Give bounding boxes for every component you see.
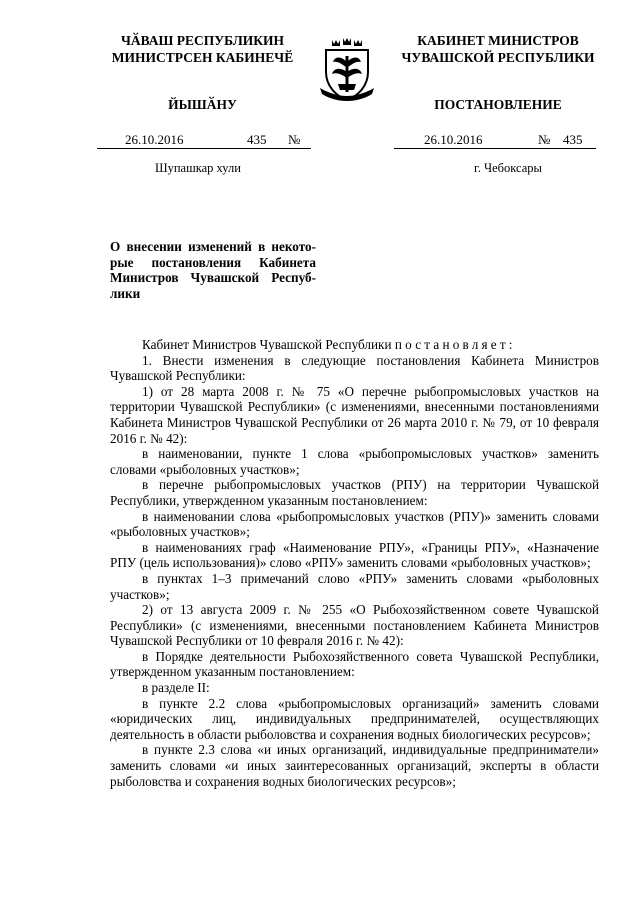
header-left-line1: ЧӐВАШ РЕСПУБЛИКИН	[120, 33, 285, 48]
document-title	[110, 239, 316, 301]
header-left-line2: МИНИСТРСЕН КАБИНЕЧӖ	[111, 50, 294, 65]
body-paragraph: в пункте 2.3 слова «и иных организаций, индивидуальные предприниматели» заменить словами «и иных заинтересованных организаций, эксперты в области рыболовства и сохранения водных биологических ресурсов»;	[110, 742, 599, 789]
registration-line-chuvash	[97, 132, 311, 149]
body-paragraph: в пункте 2.2 слова «рыбопромысловых организаций» заменить словами «юридических лиц, индивидуальных предпринимателей, осуществляющих деятельность в области рыболовства и сохранения водных биологических ресурсов»;	[110, 695, 599, 742]
chuvash-coat-of-arms-icon	[318, 38, 376, 104]
body-intro	[110, 337, 599, 353]
registration-line-russian	[394, 132, 596, 149]
header-right-line1: КАБИНЕТ МИНИСТРОВ	[417, 33, 579, 48]
reg-number-right: 435	[563, 132, 583, 147]
reg-date-left: 26.10.2016	[125, 132, 184, 147]
intro-verb: постановляет:	[394, 337, 516, 352]
place-chuvash: Шупашкар хули	[155, 161, 241, 175]
body-paragraph: 1. Внести изменения в следующие постановления Кабинета Министров Чувашской Республики:	[110, 352, 599, 384]
body-paragraph: в наименованиях граф «Наименование РПУ», «Границы РПУ», «Назначение РПУ (цель использования)» слово «РПУ» заменить словами «рыболовных участков»;	[110, 539, 599, 571]
body-paragraph: в пунктах 1–3 примечаний слово «РПУ» заменить словами «рыболовных участков»;	[110, 570, 599, 602]
body-paragraph: в наименовании, пункте 1 слова «рыбопромысловых участков» заменить словами «рыболовных участков»;	[110, 446, 599, 477]
body-paragraph: в разделе II:	[142, 680, 210, 696]
body-paragraph: в Порядке деятельности Рыбохозяйственного совета Чувашской Республики, утвержденном указанным постановлением:	[110, 648, 599, 680]
doc-type-russian: ПОСТАНОВЛЕНИЕ	[434, 97, 562, 112]
intro-text: Кабинет Министров Чувашской Республики	[142, 337, 395, 352]
body-paragraph: в перечне рыбопромысловых участков (РПУ) на территории Чувашской Республики, утвержденном указанным постановлением:	[110, 477, 599, 508]
title-line: О внесении изменений в некото-	[110, 239, 316, 254]
reg-number-left: 435	[247, 132, 267, 147]
title-line: рые постановления Кабинета	[110, 254, 316, 270]
document-body	[110, 337, 599, 789]
body-paragraph: 2) от 13 августа 2009 г. № 255 «О Рыбохозяйственном совете Чувашской Республики» (с изменениями, внесенными постановлением Кабинета Министров Чувашской Республики от 10 февраля 2016 г. № 42):	[110, 602, 599, 649]
reg-date-right: 26.10.2016	[424, 132, 483, 147]
doc-type-chuvash: ЙЫШӐНУ	[168, 97, 237, 112]
reg-number-sign-right: №	[538, 132, 551, 147]
ministry-header-russian	[388, 32, 608, 66]
title-line: Министров Чувашской Респуб-	[110, 270, 316, 286]
title-line: лики	[110, 285, 141, 301]
body-paragraph: 1) от 28 марта 2008 г. № 75 «О перечне рыбопромысловых участков на территории Чувашской Республики» (с изменениями, внесенными постановлениями Кабинета Министров Чувашской Республики от 26 марта 2010 г. № 79, от 10 февраля 2016 г. № 42):	[110, 383, 599, 446]
place-russian: г. Чебоксары	[474, 161, 542, 175]
header-right-line2: ЧУВАШСКОЙ РЕСПУБЛИКИ	[401, 50, 595, 65]
body-paragraph: в наименовании слова «рыбопромысловых участков (РПУ)» заменить словами «рыболовных участков»;	[110, 508, 599, 540]
ministry-header-chuvash	[95, 32, 310, 66]
reg-number-sign-left: №	[288, 132, 301, 147]
